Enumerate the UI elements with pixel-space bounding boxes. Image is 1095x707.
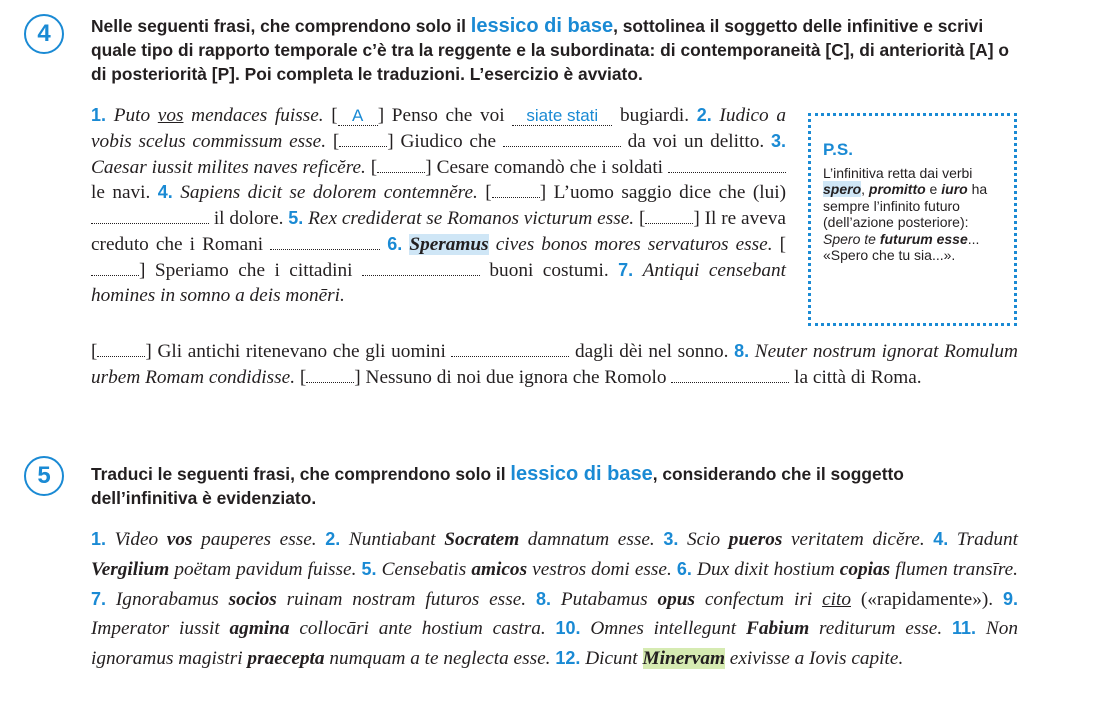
translation-text: bugiardi. [612, 105, 690, 126]
latin-text: flumen transīre. [890, 558, 1018, 580]
translation-text: da voi un delitto. [620, 130, 765, 152]
answer-blank[interactable] [451, 339, 569, 357]
exercise-5-instructions [91, 462, 991, 510]
answer-blank[interactable] [91, 258, 139, 276]
latin-text: Puto [113, 105, 158, 126]
translation-text: Gli antichi ritenevano che gli uomini [151, 341, 452, 362]
latin-text: Putabamus [560, 588, 658, 610]
translation-text: la città di Roma. [789, 366, 922, 388]
translation-text: il dolore. [209, 208, 284, 230]
latin-text: rediturum esse. [809, 618, 943, 640]
item-number: 10. [555, 618, 581, 639]
exercise-5-number-text: 5 [37, 462, 51, 489]
item-number: 11. [951, 618, 977, 639]
answer-blank[interactable] [492, 180, 540, 198]
latin-text: Antiqui censebant homines in somno a deis monēri. [91, 259, 786, 306]
latin-text: Dux dixit hostium [697, 558, 840, 580]
infinitive-subject: opus [657, 588, 695, 610]
item-number: 2. [325, 529, 341, 549]
item-number: 1. [91, 105, 107, 125]
exercise-5-body [91, 525, 1018, 674]
lessico-keyword: lessico di base [470, 15, 614, 37]
ps-note-box [808, 113, 1017, 326]
ps-text-part: , [861, 181, 869, 197]
latin-text: cives bonos mores servaturos esse. [488, 233, 773, 255]
translation-text: Giudico che [393, 130, 503, 152]
instr-text: Traduci le seguenti frasi, che comprendono solo il [91, 464, 511, 484]
answer-blank[interactable] [671, 365, 789, 383]
infinitive-subject: socios [228, 588, 277, 610]
latin-text: Censebatis [381, 558, 472, 580]
latin-text: Nuntiabant [348, 529, 445, 550]
latin-text: ruinam nostram futuros esse. [276, 588, 527, 610]
answer-blank[interactable] [503, 129, 621, 147]
ps-text-part: ha sempre l’infinito futuro (dell’azione posteriore): [823, 181, 988, 230]
answer-blank[interactable] [668, 155, 786, 173]
ps-verb-iuro: iuro [941, 181, 968, 197]
gloss-text: («rapidamente»). [850, 588, 994, 610]
answer-blank[interactable] [270, 232, 380, 250]
exercise-4-body-bottom: [ ] Gli antichi ritenevano che gli uomini dagli dèi nel sonno. 8. Neuter nostrum ignorat Romulum urbem Romam condidisse. [ ] Nessuno di noi due ignora che Romolo la città di Roma. [91, 341, 1018, 388]
item-number: 5. [361, 558, 377, 579]
item-number: 7. [91, 588, 107, 609]
exercise-4-number-text: 4 [37, 20, 51, 47]
latin-text: confectum iri [695, 588, 823, 610]
item-number: 7. [618, 259, 634, 280]
item-number: 8. [734, 341, 750, 361]
answer-blank[interactable]: A [338, 107, 378, 126]
latin-text: Non ignoramus magistri [91, 618, 1018, 670]
translation-text: Il re aveva creduto che i Romani [91, 208, 786, 255]
latin-text: veritatem dicĕre. [782, 529, 925, 550]
translation-text: dagli dèi nel sonno. [569, 341, 729, 362]
instr-text: , sottolinea il soggetto delle infinitive e scrivi quale tipo di rapporto temporale c’è tra la reggente e la subordinata: di contemporaneità [C], di anteriorità [A] o di posteriorità [P]. Poi completa le traduzioni. L’esercizio è avviato. [91, 16, 1009, 84]
answer-blank[interactable]: siate stati [512, 107, 612, 126]
infinitive-subject: Socratem [444, 529, 520, 550]
translation-text: Penso che voi [384, 105, 513, 126]
answer-blank[interactable] [97, 339, 145, 357]
translation-text: buoni costumi. [479, 259, 609, 281]
latin-text: Video [114, 529, 167, 550]
item-number: 4. [933, 529, 949, 549]
ps-example-latin: Spero te [823, 230, 880, 247]
item-number: 4. [157, 182, 173, 203]
latin-text: Rex crediderat se Romanos victurum esse. [308, 208, 635, 230]
lessico-keyword: lessico di base [510, 463, 653, 485]
latin-text: Neuter nostrum ignorat Romulum urbem Romam condidisse. [91, 341, 1018, 388]
ps-verb-promitto: promitto [868, 181, 926, 197]
latin-text: Imperator iussit [91, 618, 230, 640]
latin-text: Scio [687, 529, 729, 550]
latin-text: poëtam pavidum fuisse. [169, 558, 357, 580]
infinitive-subject: praecepta [247, 648, 325, 670]
latin-text: Iudico a vobis scelus commissum esse. [91, 105, 786, 152]
infinitive-subject: agmina [229, 618, 290, 640]
ps-text-part: e [925, 181, 942, 197]
answer-blank[interactable] [306, 365, 354, 383]
latin-text: collocāri ante hostium castra. [289, 618, 546, 640]
answer-blank[interactable] [91, 206, 209, 224]
item-number: 6. [676, 558, 692, 579]
ps-title: P.S. [823, 140, 853, 159]
latin-text: Sapiens dicit se dolorem contemnĕre. [180, 182, 478, 204]
item-number: 5. [288, 208, 304, 229]
infinitive-subject: Vergilium [91, 558, 170, 580]
translation-text: L’uomo saggio dice che (lui) [546, 182, 787, 204]
translation-text: Cesare comandò che i soldati [431, 156, 668, 178]
latin-text: Ignorabamus [115, 588, 229, 610]
item-number: 3. [770, 130, 786, 151]
latin-text: numquam a te neglecta esse. [324, 648, 551, 670]
infinitive-subject: amicos [471, 558, 528, 580]
answer-blank[interactable] [645, 206, 693, 224]
item-number: 3. [663, 529, 679, 549]
underlined-word: cito [822, 588, 851, 610]
infinitive-subject-highlighted: Minervam [642, 648, 725, 670]
latin-text: pauperes esse. [192, 529, 317, 550]
exercise-4-instructions [91, 14, 1021, 86]
answer-blank[interactable] [377, 155, 425, 173]
exercise-4-body-top: 1. Puto vos mendaces fuisse. [ A ] Penso che voi siate stati bugiardi. 2. Iudico a vobis scelus commissum esse. [ ] Giudico che da voi un delitto. 3. Caesar iussit milites naves reficĕre. [ ] Cesare comandò che i soldati le navi. 4. Sapiens dicit se dolorem contemnĕre. [ ] L’uomo saggio dice che (lui) il dolore. 5. Rex crediderat se Romanos victurum esse. [ ] Il re aveva creduto che i Romani 6. Speramus cives bonos mores servaturos esse. [] Speriamo che i cittadini buoni costumi. 7. Antiqui censebant homines in somno a deis monēri. [91, 105, 787, 306]
infinitive-subject: vos [166, 529, 193, 550]
underlined-subject: vos [157, 105, 184, 126]
latin-text: mendaces fuisse. [183, 105, 324, 126]
latin-text: exivisse a Iovis capite. [724, 648, 904, 670]
latin-text: Tradunt [956, 529, 1018, 550]
answer-blank[interactable] [362, 258, 480, 276]
answer-blank[interactable] [339, 129, 387, 147]
item-number: 8. [535, 588, 551, 609]
instr-text: Nelle seguenti frasi, che comprendono solo il [91, 16, 471, 36]
ps-example-futurum: futurum esse [879, 230, 968, 247]
latin-text: damnatum esse. [519, 529, 655, 550]
item-number: 12. [555, 648, 581, 669]
item-number: 6. [387, 233, 403, 254]
translation-text: Nessuno di noi due ignora che Romolo [360, 366, 672, 388]
ps-verb-spero: spero [823, 181, 862, 197]
ps-text [823, 165, 1004, 264]
latin-text: vestros domi esse. [527, 558, 672, 580]
exercise-5-number [24, 456, 64, 496]
latin-text: Dicunt [585, 648, 643, 670]
translation-text: le navi. [91, 182, 151, 204]
ps-text-part: L’infinitiva retta dai verbi [823, 164, 973, 181]
highlighted-verb: Speramus [409, 233, 489, 255]
exercise-4-number [24, 14, 64, 54]
ps-text-part: ... «Spero che tu sia...». [823, 230, 980, 263]
item-number: 9. [1002, 588, 1018, 609]
latin-text: Omnes intellegunt [590, 618, 746, 640]
latin-text: Caesar iussit milites naves reficĕre. [91, 156, 366, 178]
infinitive-subject: copias [839, 558, 891, 580]
infinitive-subject: pueros [728, 529, 783, 550]
instr-text: , considerando che il soggetto dell’infinitiva è evidenziato. [91, 464, 904, 508]
item-number: 1. [91, 529, 107, 549]
item-number: 2. [696, 105, 712, 125]
infinitive-subject: Fabium [745, 618, 810, 640]
translation-text: Speriamo che i cittadini [145, 259, 362, 281]
